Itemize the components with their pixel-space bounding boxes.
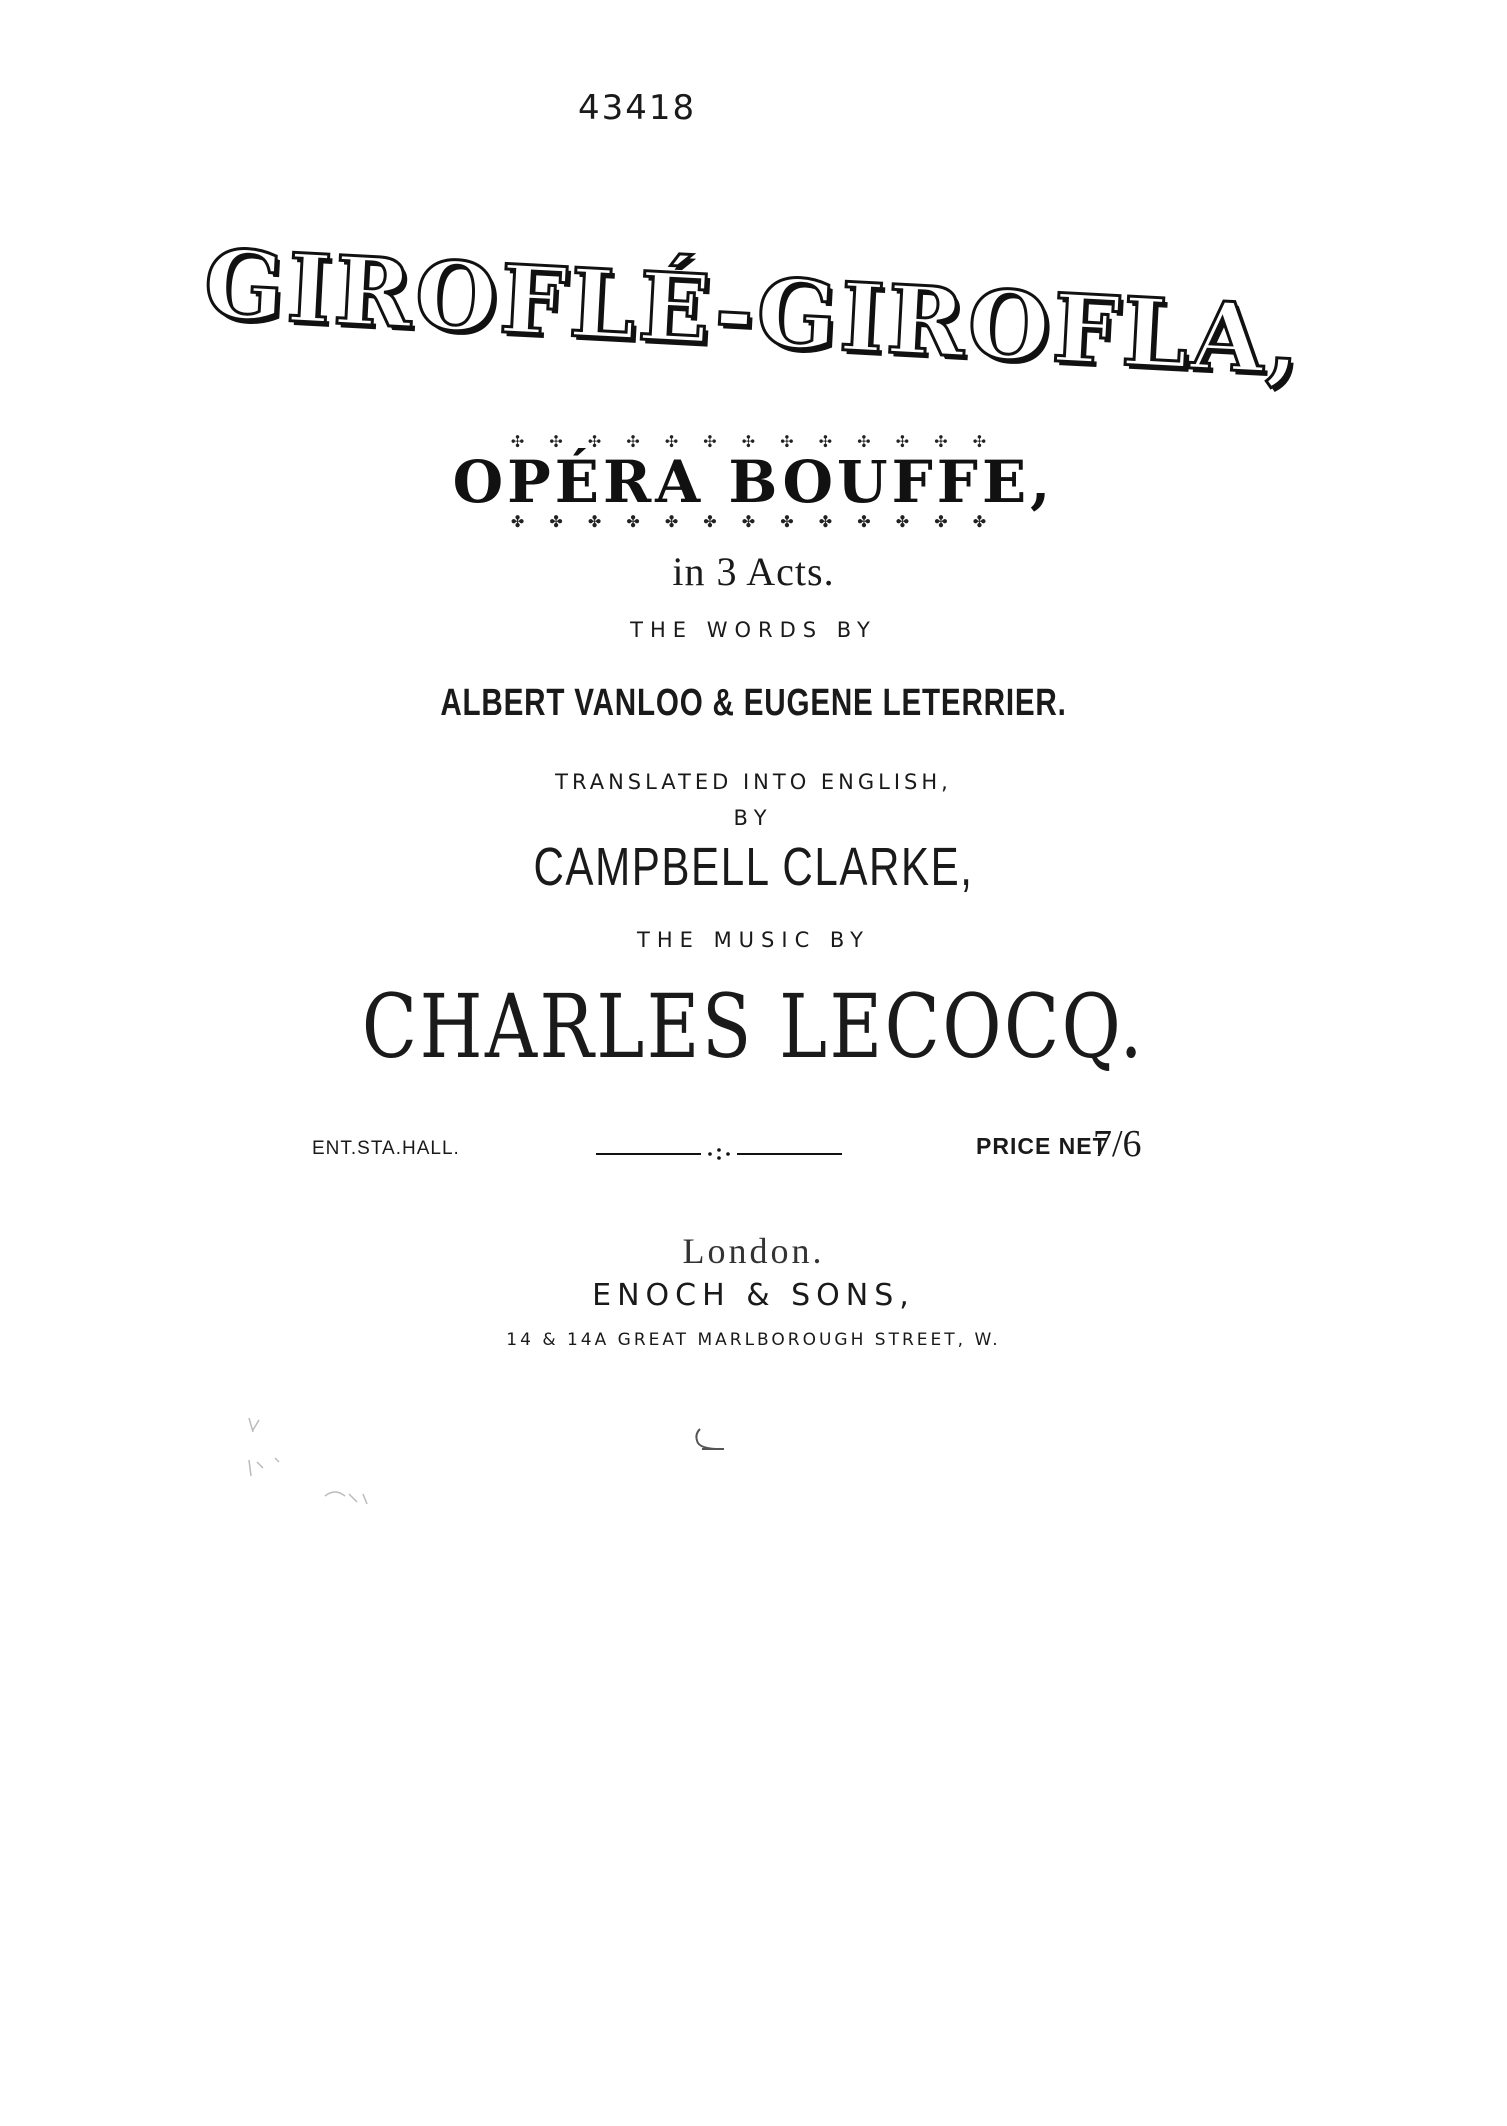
subtitle: OPÉRA BOUFFE, [452,448,1055,516]
price-value: 7/6 [1093,1123,1142,1165]
library-stamp-mark [690,1425,726,1455]
publisher-name: ENOCH & SONS, [592,1278,915,1313]
price-label: PRICE NET [976,1133,1108,1159]
catalog-number: 43418 [578,88,697,128]
faint-pencil-marks [245,1410,395,1520]
ornamental-divider [596,1148,842,1160]
publisher-city: London. [682,1231,825,1271]
main-title: GIROFLÉ-GIROFLA, [201,229,1306,397]
registration-note: ENT.STA.HALL. [312,1138,460,1159]
words-by-label: THE WORDS BY [630,618,877,642]
ornament-row-bottom: ✤ ✤ ✤ ✤ ✤ ✤ ✤ ✤ ✤ ✤ ✤ ✤ ✤ [510,512,997,531]
acts-line: in 3 Acts. [672,549,835,594]
publisher-address: 14 & 14A GREAT MARLBOROUGH STREET, W. [506,1330,1001,1350]
translated-label: TRANSLATED INTO ENGLISH, [555,770,952,794]
by-label: BY [733,806,774,830]
music-by-label: THE MUSIC BY [637,928,870,952]
librettists: ALBERT VANLOO & EUGENE LETERRIER. [440,682,1067,724]
translator: CAMPBELL CLARKE, [533,837,974,897]
ornament-row-top: ✣ ✣ ✣ ✣ ✣ ✣ ✣ ✣ ✣ ✣ ✣ ✣ ✣ [510,432,997,451]
composer: CHARLES LECOCQ. [361,975,1146,1078]
